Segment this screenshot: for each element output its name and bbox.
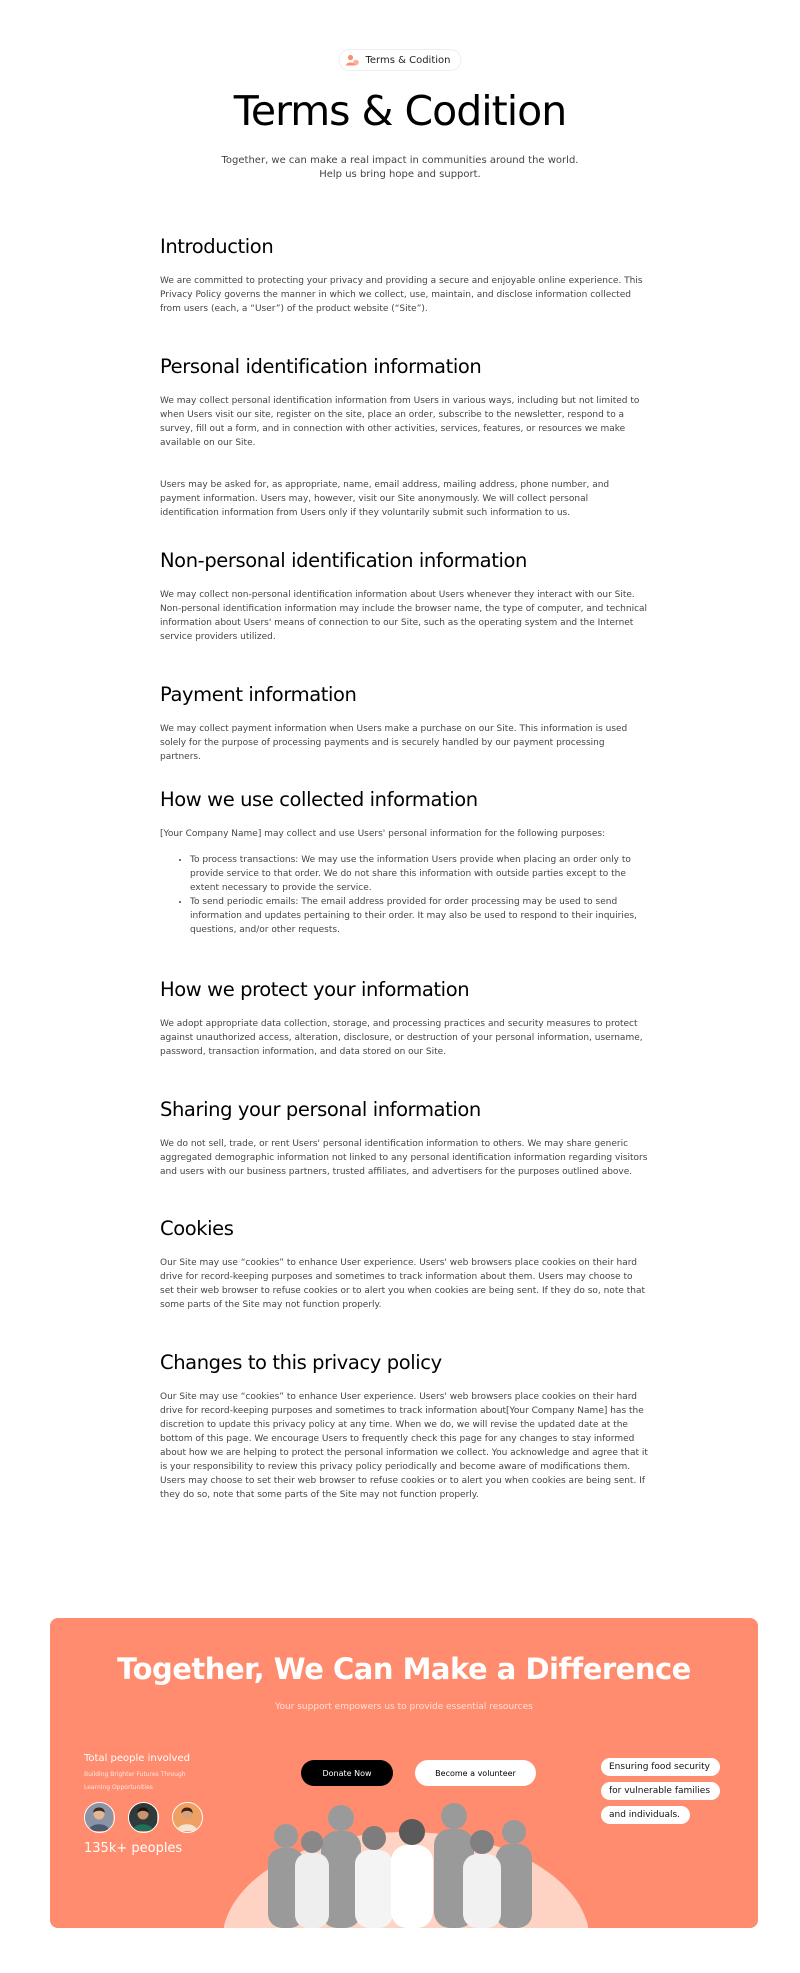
section-protect-information (160, 977, 648, 1059)
cta-title: Together, We Can Make a Difference (117, 1652, 691, 1686)
section-paragraph: We may collect payment information when Users make a purchase on our Site. This information is used solely for the purpose of processing payments and is securely handled by our payment processing partners. (160, 724, 628, 762)
section-paragraph: [Your Company Name] may collect and use Users' personal information for the following purposes: (160, 829, 606, 839)
section-use-of-information (160, 787, 648, 937)
section-payment-information (160, 682, 648, 764)
section-paragraph: Our Site may use “cookies” to enhance User experience. Users' web browsers place cookies on their hard drive for record-keeping purposes and sometimes to track information about[Your Company Name] has the discretion to update this privacy policy at any time. When we do, we will revise the updated date at the bottom of this page. We encourage Users to frequently check this page for any changes to stay informed about how we are helping to protect the personal information we collect. You acknowledge and agree that it is your responsibility to review this privacy policy periodically and become aware of modifications them. Users may choose to set their web browser to refuse cookies or to alert you when cookies are being sent. If they do so, note that some parts of the Site may not function properly. (160, 1392, 648, 1500)
mission-pills (601, 1754, 726, 1826)
donate-now-button[interactable]: Donate Now (301, 1760, 393, 1786)
section-cookies (160, 1216, 648, 1312)
page-badge (339, 49, 462, 71)
section-title: Non-personal identification information (160, 549, 527, 572)
section-paragraph: We are committed to protecting your privacy and providing a secure and enjoyable online experience. This Privacy Policy governs the manner in which we collect, use, maintain, and disclose information collected from users (each, a “User”) of the product website (“Site”). (160, 276, 643, 314)
become-volunteer-button[interactable]: Become a volunteer (415, 1760, 536, 1786)
section-paragraph: Our Site may use “cookies” to enhance User experience. Users' web browsers place cookies on their hard drive for record-keeping purposes and sometimes to track information about them. Users may choose to set their web browser to refuse cookies or to alert you when cookies are being sent. If they do so, note that some parts of the Site may not function properly. (160, 1258, 646, 1310)
purpose-list (160, 853, 648, 937)
section-title: How we protect your information (160, 978, 470, 1001)
section-title: Sharing your personal information (160, 1098, 481, 1121)
mission-pill: and individuals. (601, 1806, 690, 1824)
people-subtitle (84, 1768, 234, 1794)
section-sharing-information (160, 1097, 648, 1179)
section-policy-changes (160, 1350, 648, 1502)
people-count: 135k+ peoples (84, 1841, 183, 1856)
page-subtitle (200, 154, 600, 182)
section-non-personal-identification (160, 548, 648, 644)
subtitle-line: Help us bring hope and support. (319, 169, 481, 180)
volunteer-group-photo (224, 1802, 588, 1928)
people-title: Total people involved (84, 1753, 190, 1764)
cta-subtitle: Your support empowers us to provide essential resources (275, 1702, 533, 1712)
section-paragraph: We may collect personal identification information from Users in various ways, including but not limited to when Users visit our site, register on the site, place an order, subscribe to the newsletter, respond to a survey, fill out a form, and in connection with other activities, services, features, or resources we make available on our Site. (160, 396, 640, 448)
cta-banner (50, 1618, 758, 1928)
avatar (172, 1802, 203, 1833)
page-title: Terms & Codition (233, 87, 567, 135)
list-item: • To send periodic emails: The email address provided for order processing may be used to send information and updates pertaining to their order. It may also be used to respond to their inquiries, questions, and/or other requests. (190, 895, 648, 937)
section-title: Cookies (160, 1217, 234, 1240)
people-involved (84, 1752, 234, 1857)
subtitle-line: Together, we can make a real impact in communities around the world. (221, 155, 579, 166)
mission-pill: Ensuring food security (601, 1758, 720, 1776)
badge-label: Terms & Codition (365, 54, 451, 66)
section-paragraph: We may collect non-personal identification information about Users whenever they interact with our Site. Non-personal identification information may include the browser name, the type of computer, and technical information about Users' means of connection to our Site, such as the operating system and the Internet service providers utilized. (160, 590, 648, 642)
section-introduction (160, 234, 648, 316)
section-title: Payment information (160, 683, 357, 706)
section-title: Introduction (160, 235, 274, 258)
people-subtitle-line: Building Brighter Futures Through (84, 1771, 186, 1778)
avatar (84, 1802, 115, 1833)
section-personal-identification (160, 354, 648, 520)
mission-pill: for vulnerable families (601, 1782, 720, 1800)
list-item: • To process transactions: We may use the information Users provide when placing an order only to provide service to that order. We do not share this information with outside parties except to the extent necessary to provide the service. (190, 853, 648, 895)
section-title: Changes to this privacy policy (160, 1351, 442, 1374)
section-title: How we use collected information (160, 788, 478, 811)
section-title: Personal identification information (160, 355, 482, 378)
section-paragraph: We do not sell, trade, or rent Users' personal identification information to others. We may share generic aggregated demographic information not linked to any personal identification information regarding visitors and users with our business partners, trusted affiliates, and advertisers for the purposes outlined above. (160, 1139, 648, 1177)
avatar (128, 1802, 159, 1833)
people-subtitle-line: Learning Opportunities (84, 1784, 153, 1791)
section-paragraph: We adopt appropriate data collection, storage, and processing practices and security measures to protect against unauthorized access, alteration, disclosure, or destruction of your personal information, username, password, transaction information, and data stored on our Site. (160, 1019, 643, 1057)
people-icon (346, 54, 360, 66)
avatar-group (84, 1802, 234, 1833)
section-paragraph: Users may be asked for, as appropriate, name, email address, mailing address, phone number, and payment information. Users may, however, visit our Site anonymously. We will collect personal identification information from Users only if they voluntarily submit such information to us. (160, 480, 610, 518)
